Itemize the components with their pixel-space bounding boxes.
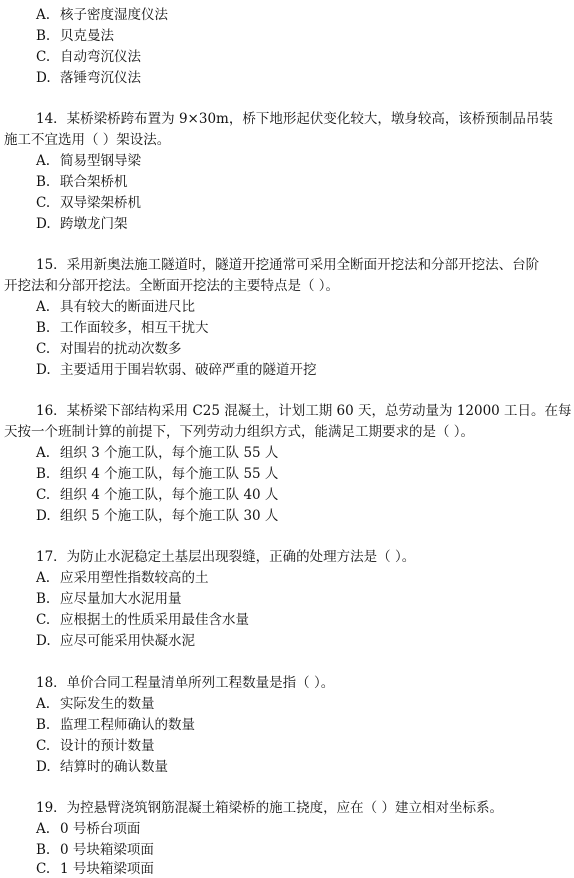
option-15-a — [36, 298, 195, 316]
option-text: 跨墩龙门架 — [60, 216, 128, 232]
option-13-d — [36, 69, 141, 87]
option-text: 1 号块箱梁项面 — [60, 861, 154, 877]
question-16-stem-line-1: 16．某桥梁下部结构采用 C25 混凝土，计划工期 60 天，总劳动量为 12000 工日。在每 — [36, 403, 572, 419]
option-13-c — [36, 48, 141, 66]
option-18-a — [36, 695, 155, 713]
option-letter: D. — [36, 759, 51, 775]
option-13-a — [36, 6, 168, 24]
option-letter: C. — [36, 195, 51, 211]
option-14-c — [36, 194, 141, 212]
option-16-a — [36, 444, 278, 462]
question-17-stem-line-1: 17．为防止水泥稳定土基层出现裂缝，正确的处理方法是（ ）。 — [36, 549, 416, 565]
option-letter: A. — [36, 821, 51, 837]
option-13-b — [36, 27, 114, 45]
option-text: 应尽可能采用快凝水泥 — [60, 633, 195, 649]
question-14-stem-line-2: 施工不宜选用（ ）架设法。 — [4, 132, 171, 148]
option-text: 贝克曼法 — [60, 28, 114, 44]
option-text: 简易型钢导梁 — [60, 153, 141, 169]
option-17-c — [36, 611, 249, 629]
option-text: 应根据土的性质采用最佳含水量 — [60, 612, 249, 628]
question-18-stem-line-1: 18．单价合同工程量清单所列工程数量是指（ ）。 — [36, 675, 335, 691]
option-15-b — [36, 319, 209, 337]
option-letter: B. — [36, 717, 51, 733]
option-text: 应采用塑性指数较高的土 — [60, 570, 209, 586]
question-15-stem-line-1: 15．采用新奥法施工隧道时，隧道开挖通常可采用全断面开挖法和分部开挖法、台阶 — [36, 257, 540, 273]
option-18-b — [36, 716, 195, 734]
option-text: 0 号块箱梁项面 — [60, 842, 154, 858]
option-19-b — [36, 841, 154, 859]
option-18-d — [36, 758, 168, 776]
option-letter: B. — [36, 591, 51, 607]
option-letter: B. — [36, 174, 51, 190]
option-letter: C. — [36, 861, 51, 877]
option-18-c — [36, 737, 155, 755]
option-letter: C. — [36, 612, 51, 628]
question-16-stem-line-2: 天按一个班制计算的前提下，下列劳动力组织方式，能满足工期要求的是（ ）。 — [4, 424, 475, 440]
option-text: 组织 4 个施工队，每个施工队 40 人 — [60, 487, 279, 503]
option-text: 组织 4 个施工队，每个施工队 55 人 — [60, 466, 279, 482]
option-letter: A. — [36, 445, 51, 461]
option-17-d — [36, 632, 195, 650]
option-letter: A. — [36, 696, 51, 712]
option-text: 双导梁架桥机 — [60, 195, 141, 211]
option-16-b — [36, 465, 278, 483]
option-letter: C. — [36, 738, 51, 754]
option-text: 工作面较多，相互干扰大 — [60, 320, 209, 336]
option-15-d — [36, 361, 317, 379]
option-letter: D. — [36, 216, 51, 232]
question-14-stem-line-1: 14．某桥梁桥跨布置为 9×30m，桥下地形起伏变化较大，墩身较高，该桥预制品吊装 — [36, 111, 553, 127]
option-17-a — [36, 569, 209, 587]
option-text: 实际发生的数量 — [60, 696, 155, 712]
option-letter: A. — [36, 570, 51, 586]
option-letter: D. — [36, 633, 51, 649]
option-text: 组织 5 个施工队，每个施工队 30 人 — [60, 508, 279, 524]
option-text: 自动弯沉仪法 — [60, 49, 141, 65]
option-16-c — [36, 486, 278, 504]
question-19-stem-line-1: 19．为控悬臂浇筑钢筋混凝土箱梁桥的施工挠度，应在（ ）建立相对坐标系。 — [36, 800, 503, 816]
option-14-d — [36, 215, 128, 233]
option-letter: A. — [36, 7, 51, 23]
option-14-b — [36, 173, 128, 191]
option-text: 联合架桥机 — [60, 174, 128, 190]
option-text: 应尽量加大水泥用量 — [60, 591, 182, 607]
option-letter: C. — [36, 49, 51, 65]
option-19-c — [36, 860, 154, 878]
option-text: 落锤弯沉仪法 — [60, 70, 141, 86]
option-text: 具有较大的断面进尺比 — [60, 299, 195, 315]
option-text: 监理工程师确认的数量 — [60, 717, 195, 733]
option-letter: A. — [36, 153, 51, 169]
option-text: 组织 3 个施工队，每个施工队 55 人 — [60, 445, 279, 461]
option-letter: D. — [36, 70, 51, 86]
option-letter: B. — [36, 842, 51, 858]
option-text: 结算时的确认数量 — [60, 759, 168, 775]
option-text: 核子密度湿度仪法 — [60, 7, 168, 23]
question-15-stem-line-2: 开挖法和分部开挖法。全断面开挖法的主要特点是（ ）。 — [4, 278, 340, 294]
option-text: 主要适用于围岩软弱、破碎严重的隧道开挖 — [60, 362, 317, 378]
option-text: 对围岩的扰动次数多 — [60, 341, 182, 357]
option-letter: B. — [36, 466, 51, 482]
option-15-c — [36, 340, 182, 358]
option-letter: C. — [36, 487, 51, 503]
option-letter: D. — [36, 362, 51, 378]
option-letter: A. — [36, 299, 51, 315]
option-14-a — [36, 152, 141, 170]
option-19-a — [36, 820, 140, 838]
option-letter: C. — [36, 341, 51, 357]
option-text: 0 号桥台项面 — [60, 821, 141, 837]
option-letter: D. — [36, 508, 51, 524]
option-17-b — [36, 590, 182, 608]
option-letter: B. — [36, 320, 51, 336]
option-text: 设计的预计数量 — [60, 738, 155, 754]
option-16-d — [36, 507, 278, 525]
option-letter: B. — [36, 28, 51, 44]
